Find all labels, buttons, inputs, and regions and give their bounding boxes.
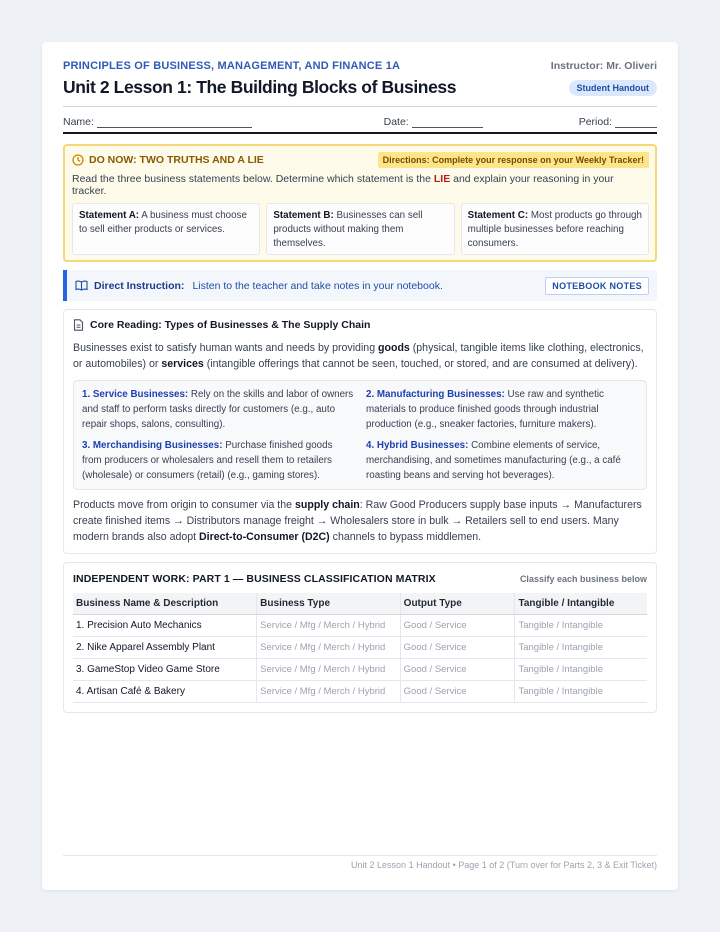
notebook-notes-button[interactable]: NOTEBOOK NOTES — [545, 277, 649, 295]
independent-work-title: INDEPENDENT WORK: PART 1 — BUSINESS CLASSIFICATION MATRIX — [73, 573, 436, 585]
statement-c-label: Statement C: — [467, 210, 529, 221]
output-type-choice[interactable]: Good / Service — [400, 615, 515, 637]
independent-work-section — [63, 562, 657, 713]
column-header: Business Name & Description — [73, 593, 257, 615]
do-now-header — [72, 152, 649, 168]
type-hybrid-label: 4. Hybrid Businesses: — [366, 440, 469, 451]
business-type-choice[interactable]: Service / Mfg / Merch / Hybrid — [257, 659, 401, 681]
period-field[interactable] — [615, 118, 657, 128]
directions-badge: Directions: Complete your response on your Weekly Tracker! — [378, 152, 649, 168]
tangible-choice[interactable]: Tangible / Intangible — [515, 659, 647, 681]
goods-term: goods — [378, 342, 410, 354]
statement-a-label: Statement A: — [79, 210, 140, 221]
instructor-name: Instructor: Mr. Oliveri — [550, 60, 657, 72]
business-name-cell: 4. Artisan Café & Bakery — [73, 681, 257, 703]
p1-part-b: (physical, tangible items like clothing, electronics, or automobiles) or — [73, 342, 644, 370]
tangible-choice[interactable]: Tangible / Intangible — [515, 637, 647, 659]
tangible-choice[interactable]: Tangible / Intangible — [515, 681, 647, 703]
core-reading-title-text: Core Reading: Types of Businesses & The Supply Chain — [90, 319, 371, 331]
page-title: Unit 2 Lesson 1: The Building Blocks of Business — [63, 77, 457, 97]
p2-part-a: Products move from origin to consumer via the — [73, 499, 295, 511]
statement-b-label: Statement B: — [273, 210, 334, 221]
independent-work-header — [73, 573, 647, 585]
statement-c-text: Most products go through multiple businesses before reaching consumers. — [467, 210, 642, 249]
date-field[interactable] — [412, 118, 483, 128]
book-icon — [75, 280, 88, 291]
business-name-cell: 1. Precision Auto Mechanics — [73, 615, 257, 637]
classify-note: Classify each business below — [519, 574, 647, 584]
do-now-title-text: DO NOW: TWO TRUTHS AND A LIE — [89, 154, 264, 166]
business-name-cell: 2. Nike Apparel Assembly Plant — [73, 637, 257, 659]
type-merchandising-text: Purchase finished goods from producers or wholesalers and resell them to retailers (wholesale) or consumers (retail) (e.g., gaming stores). — [82, 440, 333, 481]
type-merchandising — [82, 438, 354, 483]
reading-paragraph-1 — [73, 340, 647, 372]
name-label: Name: — [63, 116, 94, 128]
column-header: Business Type — [257, 593, 401, 615]
statement-a-text: A business must choose to sell either products or services. — [79, 210, 247, 235]
core-reading-section — [63, 309, 657, 554]
header-rule — [63, 132, 657, 134]
output-type-choice[interactable]: Good / Service — [400, 659, 515, 681]
business-name-cell: 3. GameStop Video Game Store — [73, 659, 257, 681]
direct-instruction-content — [75, 280, 443, 292]
clock-icon — [72, 154, 84, 166]
direct-instruction-label: Direct Instruction: — [94, 279, 185, 292]
title-row — [63, 77, 657, 98]
do-now-text-before: Read the three business statements below. Determine which statement is the — [72, 173, 434, 185]
lie-word: LIE — [433, 173, 451, 185]
p2-part-c: channels to bypass middlemen. — [329, 531, 482, 543]
column-header: Output Type — [400, 593, 515, 615]
do-now-section — [63, 144, 657, 262]
output-type-choice[interactable]: Good / Service — [400, 637, 515, 659]
statements-row — [72, 203, 649, 255]
column-header: Tangible / Intangible — [515, 593, 647, 615]
statement-b — [266, 203, 454, 255]
student-handout-badge: Student Handout — [569, 80, 658, 96]
reading-paragraph-2 — [73, 497, 647, 545]
type-hybrid-text: Combine elements of service, merchandising, and sometimes manufacturing (e.g., a café roasting beans and serving hot beverages). — [366, 440, 621, 481]
handout-page — [42, 42, 678, 890]
date-label: Date: — [383, 116, 409, 128]
do-now-title — [72, 154, 264, 166]
business-type-choice[interactable]: Service / Mfg / Merch / Hybrid — [257, 637, 401, 659]
table-row — [73, 615, 647, 637]
d2c-term: Direct-to-Consumer (D2C) — [199, 531, 330, 543]
p1-part-c: (intangible offerings that cannot be seen, touched, or stored, and are consumed at delivery). — [203, 358, 638, 370]
tangible-choice[interactable]: Tangible / Intangible — [515, 615, 647, 637]
statement-c — [461, 203, 649, 255]
period-label: Period: — [578, 116, 612, 128]
type-service — [82, 387, 354, 432]
statement-b-text: Businesses can sell products without making them themselves. — [273, 210, 423, 249]
type-merchandising-label: 3. Merchandising Businesses: — [82, 440, 223, 451]
type-manufacturing-text: Use raw and synthetic materials to produce finished goods through industrial production (e.g., sneaker factories, furniture makers). — [366, 389, 604, 430]
type-service-label: 1. Service Businesses: — [82, 389, 189, 400]
do-now-instructions — [72, 173, 649, 197]
direct-instruction-bar — [63, 270, 657, 301]
p1-part-a: Businesses exist to satisfy human wants and needs by providing — [73, 342, 379, 354]
student-info-row — [63, 107, 657, 128]
do-now-text-after: and explain your reasoning in your tracker. — [72, 173, 614, 197]
statement-a — [72, 203, 260, 255]
output-type-choice[interactable]: Good / Service — [400, 681, 515, 703]
table-row — [73, 681, 647, 703]
direct-instruction-text: Listen to the teacher and take notes in your notebook. — [192, 279, 443, 292]
business-type-choice[interactable]: Service / Mfg / Merch / Hybrid — [257, 681, 401, 703]
table-row — [73, 637, 647, 659]
business-type-choice[interactable]: Service / Mfg / Merch / Hybrid — [257, 615, 401, 637]
type-service-text: Rely on the skills and labor of owners and staff to perform tasks directly for customers (e.g., auto repair shops, salons, consulting). — [82, 389, 354, 430]
core-reading-title — [73, 319, 647, 331]
services-term: services — [161, 358, 204, 370]
classification-matrix — [73, 593, 647, 703]
name-field[interactable] — [97, 118, 252, 128]
p2-part-b: : Raw Good Producers supply base inputs → Manufacturers create finished items → Distributors manage freight → Wholesalers store in bulk → Retailers sell to end users. Many modern brands also adopt — [73, 499, 642, 543]
supply-chain-term: supply chain — [294, 499, 360, 511]
table-header-row — [73, 593, 647, 615]
header-top — [63, 60, 657, 72]
course-title: PRINCIPLES OF BUSINESS, MANAGEMENT, AND FINANCE 1A — [63, 60, 401, 72]
type-manufacturing — [366, 387, 638, 432]
page-footer: Unit 2 Lesson 1 Handout • Page 1 of 2 (Turn over for Parts 2, 3 & Exit Ticket) — [63, 855, 657, 870]
document-icon — [73, 319, 84, 331]
business-types-grid — [73, 380, 647, 490]
table-row — [73, 659, 647, 681]
type-hybrid — [366, 438, 638, 483]
type-manufacturing-label: 2. Manufacturing Businesses: — [366, 389, 505, 400]
